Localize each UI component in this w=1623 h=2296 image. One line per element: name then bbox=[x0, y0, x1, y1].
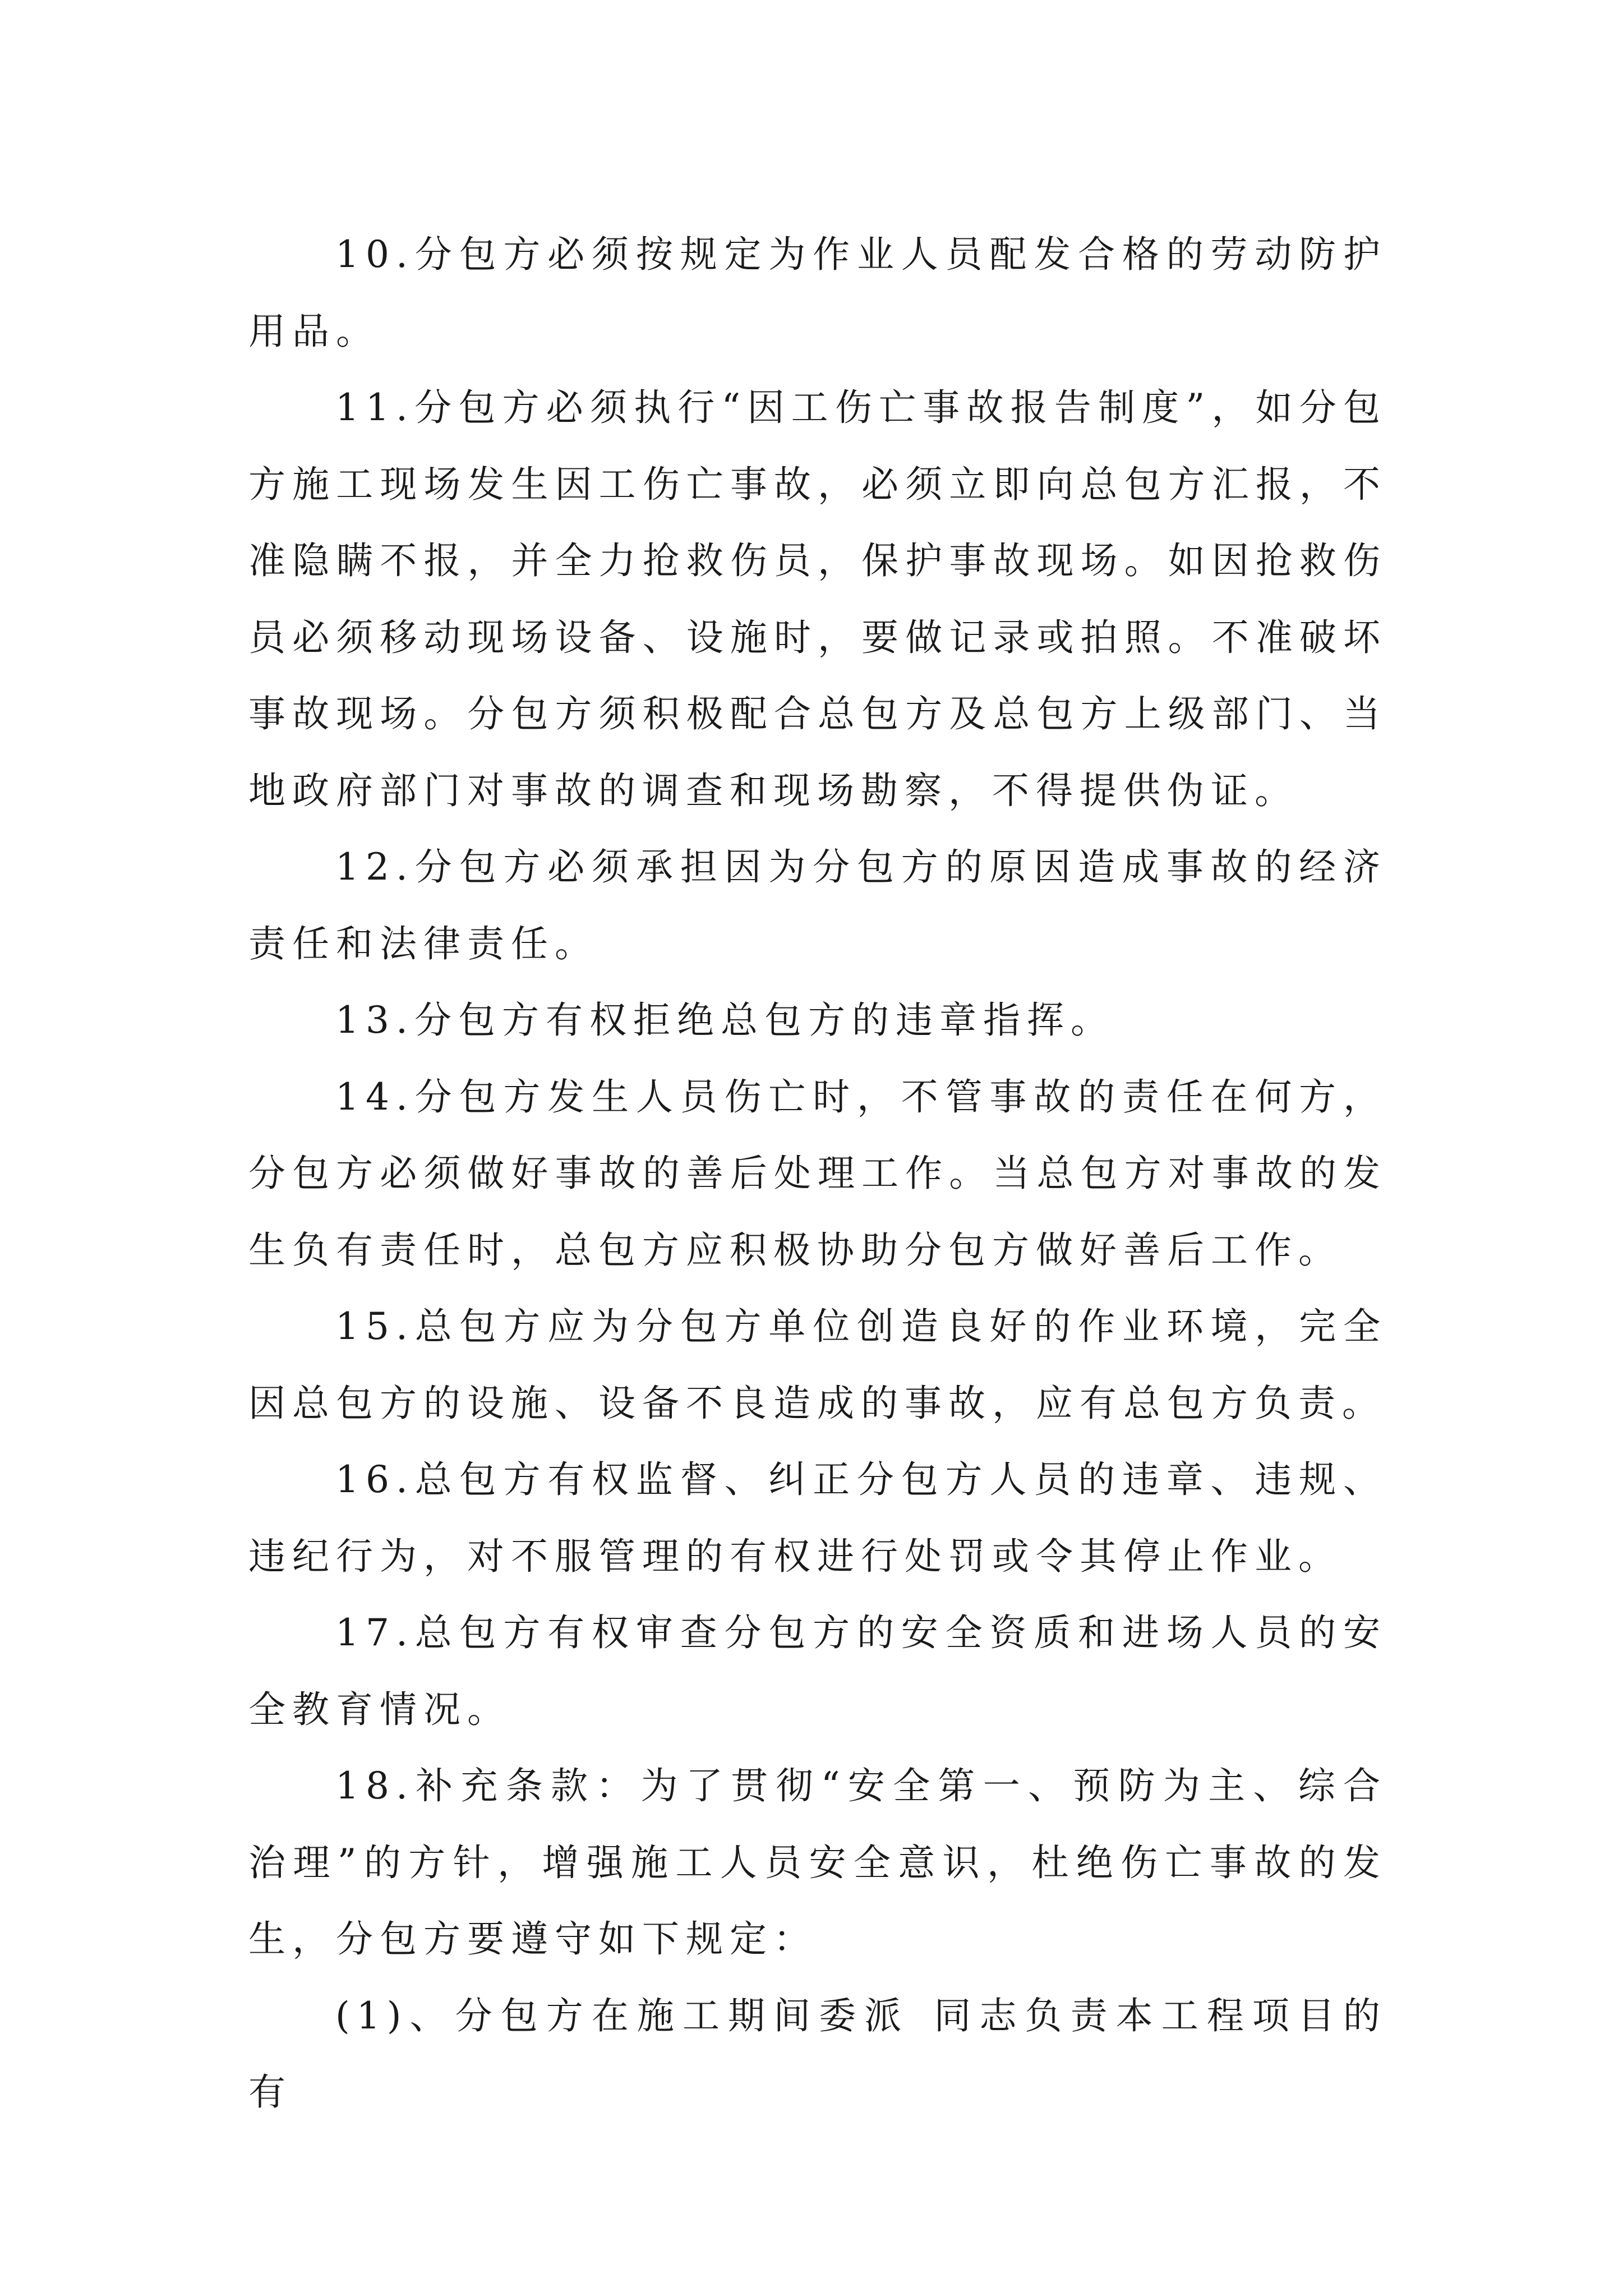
paragraph-17: 17.总包方有权审查分包方的安全资质和进场人员的安全教育情况。 bbox=[248, 1611, 1387, 1731]
paragraph-18-1 bbox=[248, 1978, 1387, 2131]
paragraph-15: 15.总包方应为分包方单位创造良好的作业环境，完全因总包方的设施、设备不良造成的事故，应有总包方负责。 bbox=[248, 1305, 1387, 1425]
paragraph-14: 14.分包方发生人员伤亡时，不管事故的责任在何方，分包方必须做好事故的善后处理工作。当总包方对事故的发生负有责任时，总包方应积极协助分包方做好善后工作。 bbox=[248, 1075, 1387, 1272]
paragraph-18-1-part-b: 同志负责本工程项目的有 bbox=[248, 1994, 1387, 2114]
paragraph-12: 12.分包方必须承担因为分包方的原因造成事故的经济责任和法律责任。 bbox=[248, 845, 1387, 965]
document-body bbox=[248, 217, 1387, 2131]
paragraph-16: 16.总包方有权监督、纠正分包方人员的违章、违规、违纪行为，对不服管理的有权进行处罚或令其停止作业。 bbox=[248, 1458, 1387, 1578]
paragraph-13: 13.分包方有权拒绝总包方的违章指挥。 bbox=[335, 999, 1114, 1042]
paragraph-18-1-part-a: (1)、分包方在施工期间委派 bbox=[335, 1994, 910, 2037]
paragraph-11: 11.分包方必须执行“因工伤亡事故报告制度”，如分包方施工现场发生因工伤亡事故，必须立即向总包方汇报，不准隐瞒不报，并全力抢救伤员，保护事故现场。如因抢救伤员必须移动现场设备、设施时，要做记录或拍照。不准破坏事故现场。分包方须积极配合总包方及总包方上级部门、当地政府部门对事故的调查和现场勘察，不得提供伪证。 bbox=[248, 386, 1387, 812]
paragraph-10: 10.分包方必须按规定为作业人员配发合格的劳动防护用品。 bbox=[248, 233, 1387, 353]
paragraph-18: 18.补充条款：为了贯彻“安全第一、预防为主、综合治理”的方针，增强施工人员安全意识，杜绝伤亡事故的发生，分包方要遵守如下规定： bbox=[248, 1764, 1387, 1961]
